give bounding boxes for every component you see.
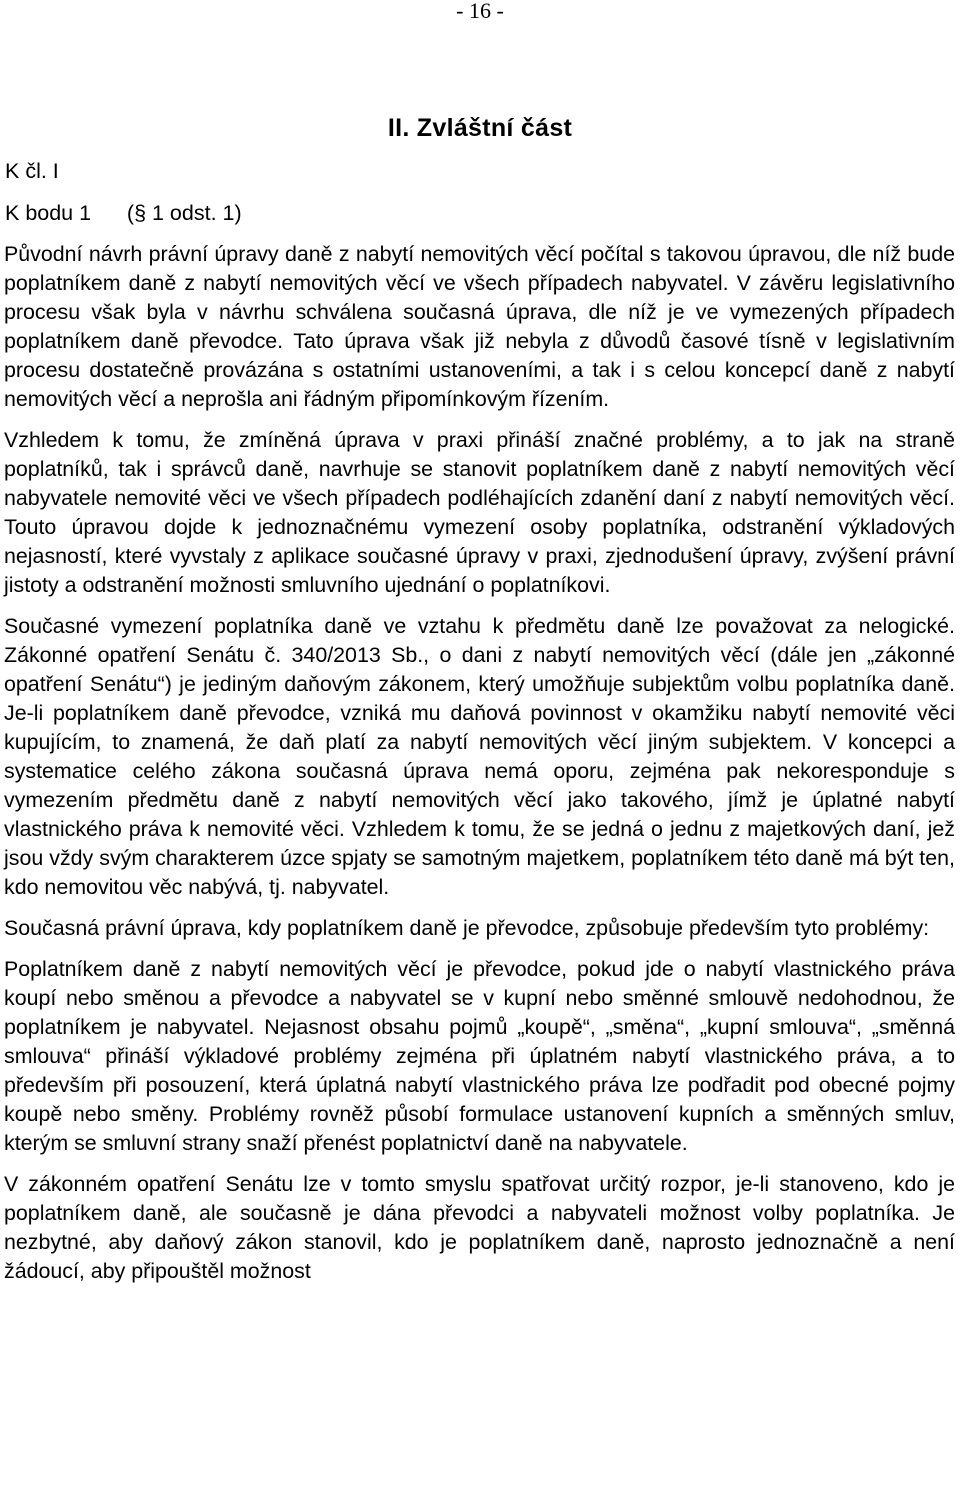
body-text [4, 240, 955, 1286]
paragraph-transferor-taxpayer: Poplatníkem daně z nabytí nemovitých věcí je převodce, pokud jde o nabytí vlastnického práva koupí nebo směnou a převodce a nabyvatel se v kupní nebo směnné smlouvě nedohodnou, že poplatníkem je nabyvatel. Nejasnost obsahu pojmů „koupě“, „směna“, „kupní smlouva“, „směnná smlouva“ přináší výkladové problémy zejména při úplatném nabytí vlastnického práva, a to především při posouzení, která úplatná nabytí vlastnického práva lze podřadit pod obecné pojmy koupě nebo směny. Problémy rovněž působí formulace ustanovení kupních a směnných smluv, kterým se smluvní strany snaží přenést poplatnictví daně na nabyvatele. [4, 957, 955, 1155]
paragraph-senate-measure-conflict: V zákonném opatření Senátu lze v tomto smyslu spatřovat určitý rozpor, je-li stanoveno, kdo je poplatníkem daně, ale současně je dána převodci a nabyvateli možnost volby poplatníka. Je nezbytné, aby daňový zákon stanovil, kdo je poplatníkem daně, naprosto jednoznačně a není žádoucí, aby připouštěl možnost [4, 1172, 955, 1283]
paragraph-current-definition: Současné vymezení poplatníka daně ve vztahu k předmětu daně lze považovat za nelogické. Zákonné opatření Senátu č. 340/2013 Sb., o dani z nabytí nemovitých věcí (dále jen „zákonné opatření Senátu“) je jediným daňovým zákonem, který umožňuje subjektům volbu poplatníka daně. Je-li poplatníkem daně převodce, vzniká mu daňová povinnost v okamžiku nabytí nemovité věci kupujícím, to znamená, že daň platí za nabytí nemovitých věcí jiným subjektem. V koncepci a systematice celého zákona současná úprava nemá oporu, zejména pak nekoresponduje s vymezením předmětu daně z nabytí nemovitých věcí jako takového, jímž je úplatné nabytí vlastnického práva k nemovité věci. Vzhledem k tomu, že se jedná o jednu z majetkových daní, jež jsou vždy svým charakterem úzce spjaty se samotným majetkem, poplatníkem této daně má být ten, kdo nemovitou věc nabývá, tj. nabyvatel. [4, 614, 955, 899]
point-reference: K bodu 1 (§ 1 odst. 1) [5, 201, 242, 225]
page-number: - 16 - [456, 0, 504, 23]
paragraph-proposed-change: Vzhledem k tomu, že zmíněná úprava v praxi přináší značné problémy, a to jak na straně poplatníků, tak i správců daně, navrhuje se stanovit poplatníkem daně z nabytí nemovitých věcí nabyvatele nemovité věci ve všech případech podléhajících zdanění daní z nabytí nemovitých věcí. Touto úpravou dojde k jednoznačnému vymezení osoby poplatníka, odstranění výkladových nejasností, které vyvstaly z aplikace současné úpravy v praxi, zjednodušení úpravy, zvýšení právní jistoty a odstranění možnosti smluvního ujednání o poplatníkovi. [4, 428, 955, 597]
article-reference: K čl. I [5, 159, 59, 183]
part-title: II. Zvláštní část [387, 114, 573, 142]
paragraph-problems-intro: Současná právní úprava, kdy poplatníkem daně je převodce, způsobuje především tyto problémy: [4, 916, 930, 940]
paragraph-original-proposal: Původní návrh právní úpravy daně z nabytí nemovitých věcí počítal s takovou úpravou, dle níž bude poplatníkem daně z nabytí nemovitých věcí ve všech případech nabyvatel. V závěru legislativního procesu však byla v návrhu schválena současná úprava, dle níž je ve vymezených případech poplatníkem daně převodce. Tato úprava však již nebyla z důvodů časové tísně v legislativním procesu dostatečně provázána s ostatními ustanoveními, a tak i s celou koncepcí daně z nabytí nemovitých věcí a neprošla ani řádným připomínkovým řízením. [4, 242, 955, 411]
